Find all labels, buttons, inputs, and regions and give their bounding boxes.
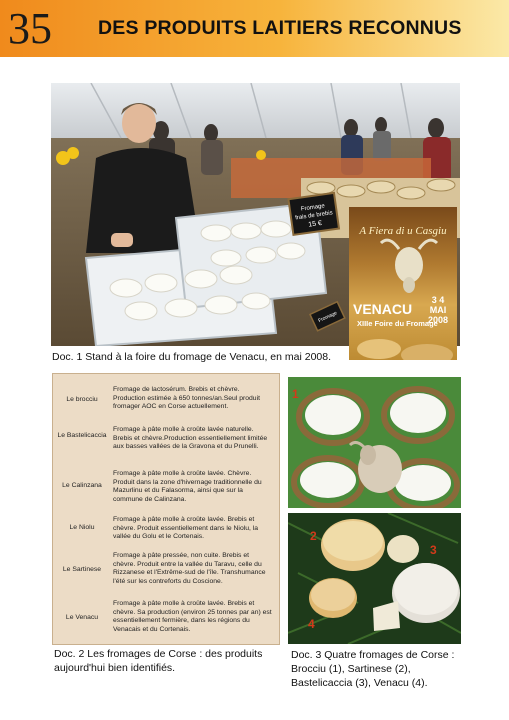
cheese-name: Le Sartinese — [62, 566, 102, 573]
cheese-desc: Fromage à pâte molle à croûte lavée naturelle. Brebis et chèvre.Production essentiellement limitée aux basses vallées de la Gravona et du Prunelli. — [113, 426, 268, 451]
page-header — [0, 0, 509, 57]
cheese-desc: Fromage de lactosérum. Brebis et chèvre. Production estimée à 650 tonnes/an.Seul produit fromager AOC en Corse actuellement. — [113, 386, 260, 411]
price-sign-text: Fromage — [300, 203, 326, 213]
caption-doc3: Doc. 3 Quatre fromages de Corse : Brocciu (1), Sartinese (2), Bastelicaccia (3), Venacu (4). — [291, 649, 455, 689]
cheese-name: Le brocciu — [66, 396, 98, 403]
caption-doc1: Doc. 1 Stand à la foire du fromage de Venacu, en mai 2008. — [52, 351, 332, 363]
cheese-table — [52, 373, 280, 645]
cheese-baskets-illustration — [288, 377, 461, 508]
svg-text:frais de brebis: frais de brebis — [294, 210, 334, 222]
cheese-number-label: 3 — [430, 543, 437, 557]
poster-date: 3 4 MAI 2008 — [427, 295, 449, 325]
poster-name: VENACU — [353, 301, 413, 317]
cheese-desc: Fromage à pâte molle à croûte lavée. Chèvre. Produit dans la zone d'hivernage traditionnelle du Mazurlinu et du Falasorma, ainsi que sur la commune de Calinzana. — [113, 470, 262, 503]
poster-title: A Fiera di u Casgiu — [359, 225, 447, 237]
cheese-number-label: 2 — [310, 529, 317, 543]
cheese-number-label: 4 — [308, 617, 315, 631]
cheese-number-label: 1 — [292, 387, 299, 401]
cheese-desc: Fromage à pâte pressée, non cuite. Brebis et chèvre. Produit entre la vallée du Taravu, celle du Rizzanese et l'Extrême-sud de l'île. Transhumance l'été sur les contreforts du Coscione. — [113, 552, 266, 585]
cheese-name: Le Calinzana — [62, 482, 102, 489]
four-cheeses-photo — [288, 513, 461, 644]
goat-illustration — [349, 207, 457, 370]
poster-edition: XIIIe Foire du Fromage — [357, 319, 438, 328]
page-number: 35 — [8, 4, 52, 53]
fair-poster — [349, 207, 457, 370]
page-title: DES PRODUITS LAITIERS RECONNUS — [98, 17, 462, 39]
cheese-name: Le Niolu — [69, 524, 95, 531]
caption-doc2: Doc. 2 Les fromages de Corse : des produits aujourd'hui bien identifiés. — [54, 648, 263, 674]
cheese-name: Le Bastelicaccia — [57, 432, 107, 439]
small-sign-text: Fromage — [317, 310, 339, 325]
brocciu-photo — [288, 377, 461, 508]
svg-text:15 €: 15 € — [307, 219, 323, 229]
cheese-name: Le Venacu — [65, 614, 99, 621]
cheese-desc: Fromage à pâte molle à croûte lavée. Brebis et chèvre. Produit essentiellement dans le Niolu, la vallée du Golu et le Cortenais. — [113, 516, 259, 541]
cheese-desc: Fromage à pâte molle à croûte lavée. Brebis et chèvre. Sa production (environ 25 tonnes par an) est essentiellement fermière, dans les régions du Venacais et du Cortenais. — [113, 600, 272, 633]
